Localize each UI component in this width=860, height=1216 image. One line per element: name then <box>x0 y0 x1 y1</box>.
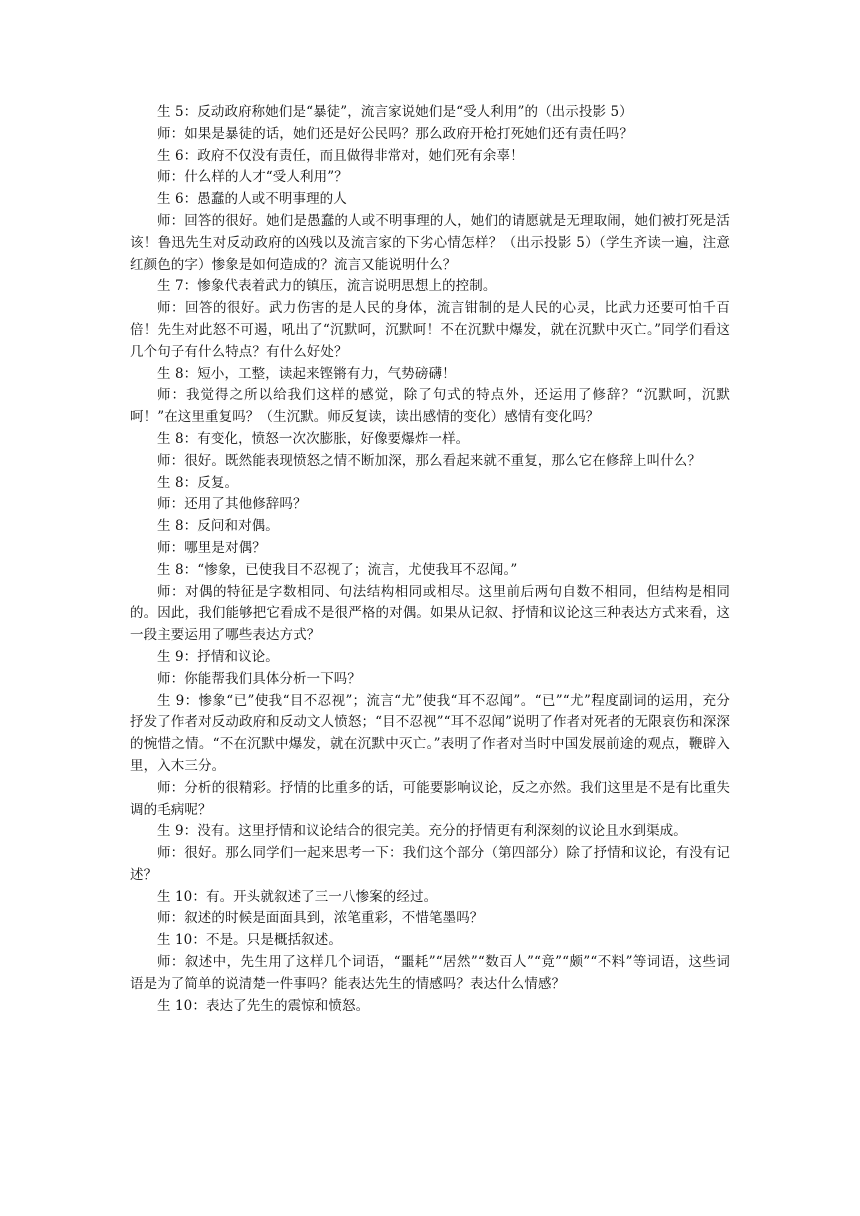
dialogue-paragraph: 生 10：不是。只是概括叙述。 <box>157 932 342 949</box>
dialogue-paragraph: 生 8：反复。 <box>157 474 239 491</box>
dialogue-paragraph: 师：对偶的特征是字数相同、句法结构相同或相尽。这里前后两句自数不相同，但结构是相同的。因此，我们能够把它看成不是很严格的对偶。如果从记叙、抒情和议论这三种表达方式来看，这一段主要运用了哪些表达方式？ <box>130 583 730 644</box>
dialogue-paragraph: 师：你能帮我们具体分析一下吗？ <box>157 670 361 687</box>
dialogue-paragraph: 师：叙述的时候是面面具到，浓笔重彩，不惜笔墨吗？ <box>157 910 484 927</box>
dialogue-paragraph: 师：很好。那么同学们一起来思考一下：我们这个部分（第四部分）除了抒情和议论，有没有记述？ <box>130 845 730 883</box>
dialogue-paragraph: 师：还用了其他修辞吗？ <box>157 496 307 513</box>
dialogue-paragraph: 师：如果是暴徒的话，她们还是好公民吗？那么政府开枪打死她们还有责任吗？ <box>157 125 633 142</box>
dialogue-paragraph: 师：我觉得之所以给我们这样的感觉，除了句式的特点外，还运用了修辞？“沉默呵，沉默呵！”在这里重复吗？（生沉默。师反复读，读出感情的变化）感情有变化吗？ <box>130 387 730 426</box>
dialogue-paragraph: 生 10：有。开头就叙述了三一八惨案的经过。 <box>157 888 438 905</box>
dialogue-paragraph: 生 6：政府不仅没有责任，而且做得非常对，她们死有余辜！ <box>157 147 524 164</box>
dialogue-paragraph: 师：什么样的人才“受人利用”？ <box>157 169 348 186</box>
dialogue-paragraph: 师：很好。既然能表现愤怒之情不断加深，那么看起来就不重复，那么它在修辞上叫什么？ <box>157 452 701 469</box>
dialogue-paragraph: 师：回答的很好。武力伤害的是人民的身体，流言钳制的是人民的心灵，比武力还要可怕千百倍！先生对此怒不可遏，吼出了“沉默呵，沉默呵！不在沉默中爆发，就在沉默中灭亡。”同学们看这几个句子有什么特点？有什么好处？ <box>130 300 730 360</box>
dialogue-paragraph: 生 9：没有。这里抒情和议论结合的很完美。充分的抒情更有利深刻的议论且水到渠成。 <box>157 823 687 840</box>
dialogue-paragraph: 生 9：抒情和议论。 <box>157 648 279 665</box>
dialogue-paragraph: 师：叙述中，先生用了这样几个词语，“噩耗”“居然”“数百人”“竟”“颇”“不料”等词语，这些词语是为了简单的说清楚一件事吗？能表达先生的情感吗？表达什么情感？ <box>130 954 730 992</box>
dialogue-paragraph: 生 8：短小，工整，读起来铿锵有力，气势磅礴！ <box>157 365 456 382</box>
dialogue-paragraph: 生 7：惨象代表着武力的镇压，流言说明思想上的控制。 <box>157 278 497 295</box>
dialogue-paragraph: 生 8：“惨象，已使我目不忍视了；流言，尤使我耳不忍闻。” <box>157 561 518 578</box>
dialogue-paragraph: 师：分析的很精彩。抒情的比重多的话，可能要影响议论，反之亦然。我们这里是不是有比重失调的毛病呢？ <box>130 779 730 818</box>
dialogue-paragraph: 生 10：表达了先生的震惊和愤怒。 <box>157 997 370 1014</box>
dialogue-paragraph: 生 8：反问和对偶。 <box>157 518 279 535</box>
dialogue-paragraph: 生 9：惨象“已”使我“目不忍视”；流言“尤”使我“耳不忍闻”。“已”“尤”程度副词的运用，充分抒发了作者对反动政府和反动文人愤怒；“目不忍视”“耳不忍闻”说明了作者对死者的无限哀伤和深深的惋惜之情。“不在沉默中爆发，就在沉默中灭亡。”表明了作者对当时中国发展前途的观点，鞭辟入里，入木三分。 <box>130 692 730 774</box>
dialogue-paragraph: 生 8：有变化，愤怒一次次膨胀，好像要爆炸一样。 <box>157 430 470 447</box>
dialogue-paragraph: 生 5：反动政府称她们是“暴徒”，流言家说她们是“受人利用”的（出示投影 5） <box>157 104 633 120</box>
dialogue-paragraph: 师：哪里是对偶？ <box>157 539 266 556</box>
dialogue-paragraph: 生 6：愚蠢的人或不明事理的人 <box>157 191 347 208</box>
dialogue-paragraph: 师：回答的很好。她们是愚蠢的人或不明事理的人，她们的请愿就是无理取闹，她们被打死是活该！鲁迅先生对反动政府的凶残以及流言家的下劣心情怎样？（出示投影 5）（学生齐读一遍，注意红颜色的字）惨象是如何造成的？流言又能说明什么？ <box>130 212 730 273</box>
document-body <box>130 102 730 1017</box>
